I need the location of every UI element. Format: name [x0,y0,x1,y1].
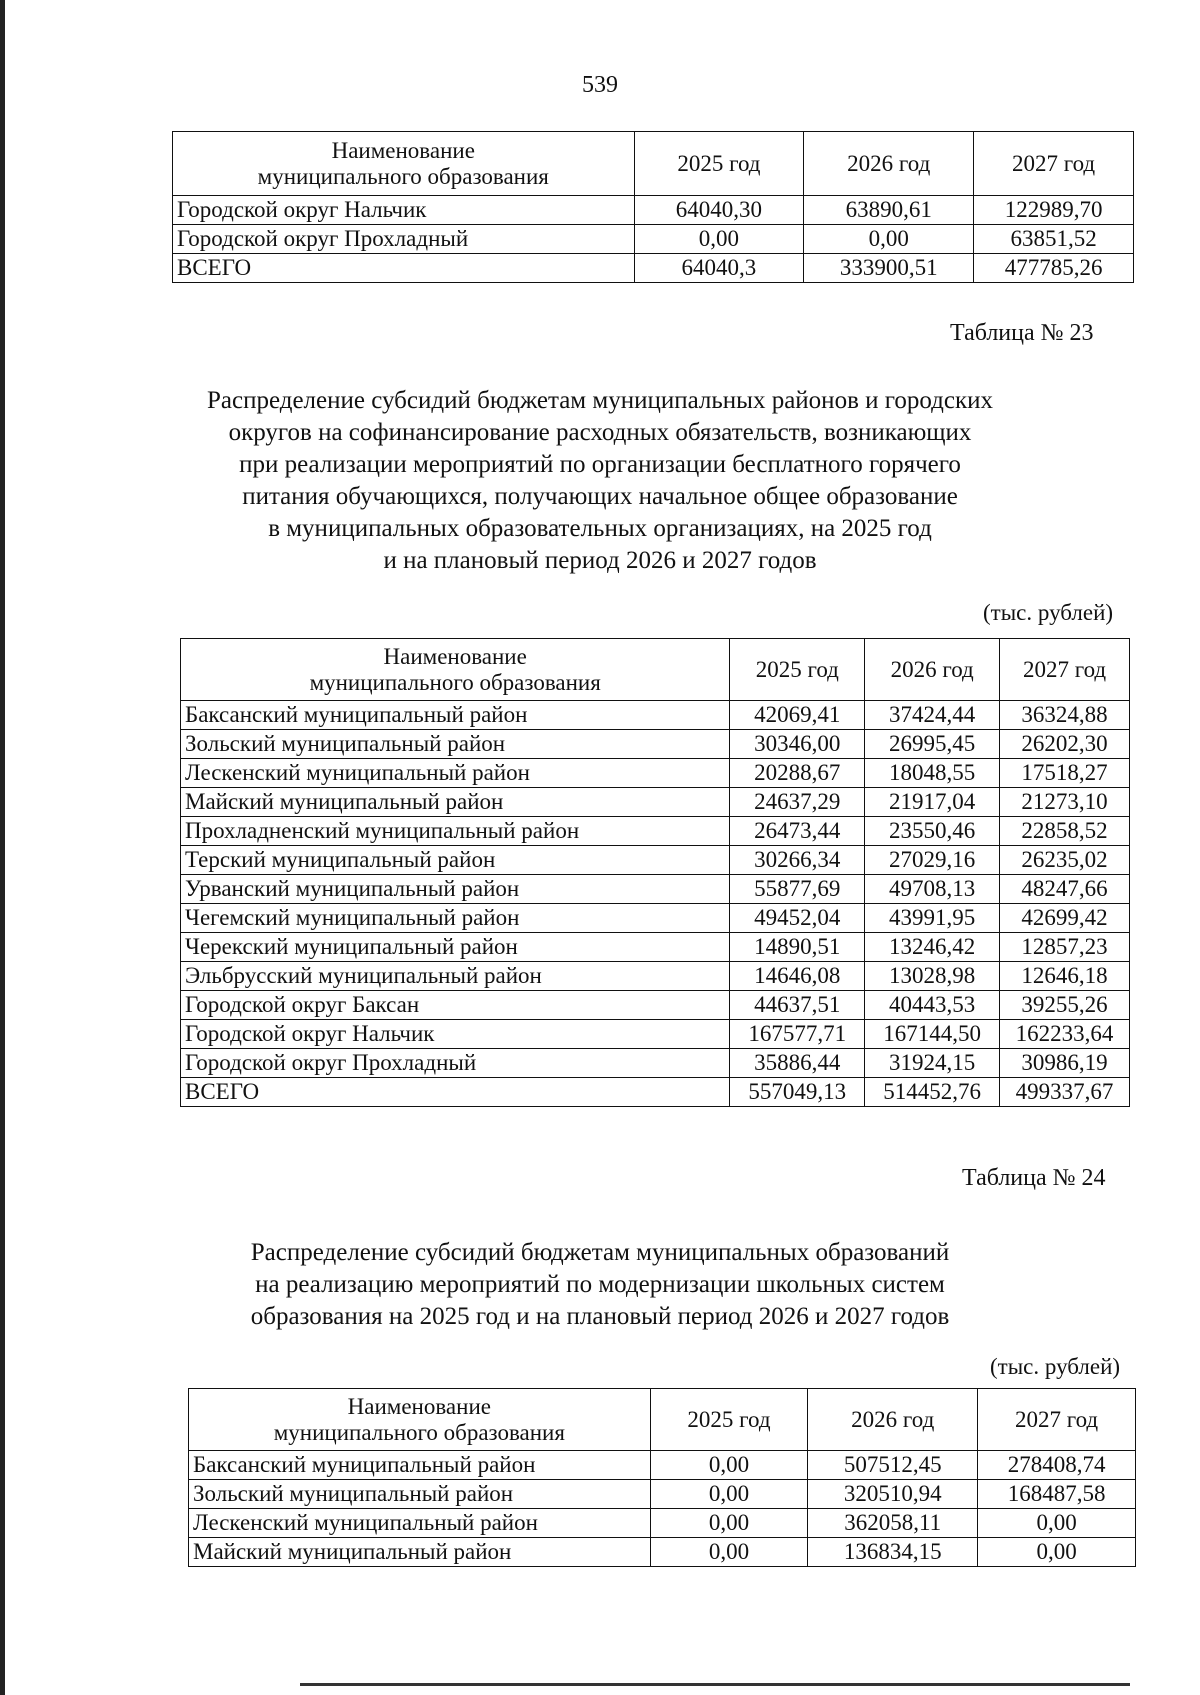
table24-title [130,1237,1070,1333]
table-row [181,962,1130,991]
title-line: Распределение субсидий бюджетам муниципальных районов и городских [207,387,993,414]
page-number: 539 [582,72,618,98]
header-2026: 2026 год [804,132,974,196]
title-line: в муниципальных образовательных организациях, на 2025 год [268,515,932,542]
row-name: Лескенский муниципальный район [189,1509,651,1538]
row-name: Терский муниципальный район [181,846,730,875]
row-name: ВСЕГО [181,1078,730,1107]
table-24 [188,1388,1136,1567]
table23-unit: (тыс. рублей) [983,600,1114,625]
row-name: Баксанский муниципальный район [181,701,730,730]
value-2027: 499337,67 [1000,1078,1130,1107]
value-2025: 35886,44 [730,1049,865,1078]
value-2026: 21917,04 [865,788,1000,817]
table23-body [181,701,1130,1107]
title-line: и на плановый период 2026 и 2027 годов [383,547,817,574]
header-name [173,132,635,196]
value-2027: 21273,10 [1000,788,1130,817]
table-row [189,1451,1136,1480]
value-2027: 36324,88 [1000,701,1130,730]
value-2027: 48247,66 [1000,875,1130,904]
value-2025: 14890,51 [730,933,865,962]
header-name-line2: муниципального образования [309,669,601,695]
table-row [181,846,1130,875]
value-2025: 49452,04 [730,904,865,933]
table-prev-body [173,196,1134,283]
value-2026: 320510,94 [808,1480,978,1509]
row-name: Городской округ Нальчик [181,1020,730,1049]
title-line: образования на 2025 год и на плановый период 2026 и 2027 годов [250,1303,950,1330]
header-2026: 2026 год [808,1389,978,1451]
table-row [173,196,1134,225]
value-2027: 122989,70 [974,196,1134,225]
row-name: Лескенский муниципальный район [181,759,730,788]
title-line: Распределение субсидий бюджетам муниципальных образований [250,1239,950,1266]
header-2026: 2026 год [865,639,1000,701]
row-name: Баксанский муниципальный район [189,1451,651,1480]
value-2027: 26202,30 [1000,730,1130,759]
value-2026: 49708,13 [865,875,1000,904]
table-header-row [173,132,1134,196]
row-name: Майский муниципальный район [181,788,730,817]
title-line: на реализацию мероприятий по модернизации школьных систем [255,1271,945,1298]
row-name: Городской округ Прохладный [181,1049,730,1078]
table23-title [130,385,1070,577]
table-row [181,1020,1130,1049]
value-2026: 333900,51 [804,254,974,283]
title-line: округов на софинансирование расходных обязательств, возникающих [228,419,972,446]
value-2026: 167144,50 [865,1020,1000,1049]
value-2025: 55877,69 [730,875,865,904]
table-row [173,225,1134,254]
value-2025: 30346,00 [730,730,865,759]
value-2025: 64040,30 [634,196,804,225]
value-2027: 30986,19 [1000,1049,1130,1078]
value-2025: 0,00 [650,1538,808,1567]
value-2025: 14646,08 [730,962,865,991]
header-name-line2: муниципального образования [257,163,549,189]
value-2025: 0,00 [650,1480,808,1509]
table-row [181,759,1130,788]
header-2027: 2027 год [978,1389,1136,1451]
table24-label: Таблица № 24 [962,1165,1106,1191]
table-row [189,1509,1136,1538]
header-2025: 2025 год [634,132,804,196]
value-2027: 17518,27 [1000,759,1130,788]
value-2025: 30266,34 [730,846,865,875]
row-name: Майский муниципальный район [189,1538,651,1567]
value-2027: 0,00 [978,1538,1136,1567]
header-name-line1: Наименование [331,137,475,163]
value-2027: 12857,23 [1000,933,1130,962]
header-2027: 2027 год [1000,639,1130,701]
value-2027: 42699,42 [1000,904,1130,933]
row-name: Урванский муниципальный район [181,875,730,904]
value-2027: 477785,26 [974,254,1134,283]
value-2027: 26235,02 [1000,846,1130,875]
value-2026: 514452,76 [865,1078,1000,1107]
table-row [181,1049,1130,1078]
value-2026: 0,00 [804,225,974,254]
value-2025: 167577,71 [730,1020,865,1049]
row-name: Прохладненский муниципальный район [181,817,730,846]
value-2027: 162233,64 [1000,1020,1130,1049]
value-2026: 26995,45 [865,730,1000,759]
table-23 [180,638,1130,1107]
header-name [189,1389,651,1451]
value-2026: 13028,98 [865,962,1000,991]
value-2026: 37424,44 [865,701,1000,730]
value-2025: 557049,13 [730,1078,865,1107]
header-name-line1: Наименование [347,1393,491,1419]
value-2025: 64040,3 [634,254,804,283]
table-row [181,904,1130,933]
header-2025: 2025 год [650,1389,808,1451]
value-2026: 63890,61 [804,196,974,225]
header-2025: 2025 год [730,639,865,701]
scan-left-border [0,0,5,1695]
value-2026: 507512,45 [808,1451,978,1480]
value-2027: 12646,18 [1000,962,1130,991]
row-name: Черекский муниципальный район [181,933,730,962]
row-name: Эльбрусский муниципальный район [181,962,730,991]
value-2025: 0,00 [650,1509,808,1538]
value-2026: 18048,55 [865,759,1000,788]
value-2026: 27029,16 [865,846,1000,875]
value-2027: 22858,52 [1000,817,1130,846]
table24-unit: (тыс. рублей) [990,1354,1121,1379]
value-2025: 44637,51 [730,991,865,1020]
value-2027: 278408,74 [978,1451,1136,1480]
row-name: ВСЕГО [173,254,635,283]
table24-body [189,1451,1136,1567]
row-name: Городской округ Нальчик [173,196,635,225]
table-row [181,730,1130,759]
table-row [181,933,1130,962]
table-prev [172,131,1134,283]
value-2025: 0,00 [634,225,804,254]
value-2025: 24637,29 [730,788,865,817]
table-row [181,991,1130,1020]
table-header-row [181,639,1130,701]
table-row [181,788,1130,817]
value-2026: 362058,11 [808,1509,978,1538]
table23-label: Таблица № 23 [950,320,1094,346]
table-row [189,1538,1136,1567]
table-row [181,817,1130,846]
value-2026: 31924,15 [865,1049,1000,1078]
value-2025: 42069,41 [730,701,865,730]
header-name [181,639,730,701]
row-name: Городской округ Прохладный [173,225,635,254]
row-name: Зольский муниципальный район [181,730,730,759]
value-2026: 13246,42 [865,933,1000,962]
value-2025: 0,00 [650,1451,808,1480]
scan-bottom-rule [300,1683,1130,1686]
row-name: Зольский муниципальный район [189,1480,651,1509]
value-2025: 20288,67 [730,759,865,788]
value-2027: 0,00 [978,1509,1136,1538]
value-2027: 168487,58 [978,1480,1136,1509]
value-2026: 40443,53 [865,991,1000,1020]
value-2026: 23550,46 [865,817,1000,846]
title-line: питания обучающихся, получающих начальное общее образование [242,483,958,510]
row-name: Чегемский муниципальный район [181,904,730,933]
row-name: Городской округ Баксан [181,991,730,1020]
table-total-row [173,254,1134,283]
title-line: при реализации мероприятий по организации бесплатного горячего [239,451,961,478]
table-total-row [181,1078,1130,1107]
header-name-line2: муниципального образования [273,1419,565,1445]
value-2025: 26473,44 [730,817,865,846]
table-row [189,1480,1136,1509]
value-2026: 43991,95 [865,904,1000,933]
header-2027: 2027 год [974,132,1134,196]
table-row [181,701,1130,730]
header-name-line1: Наименование [383,643,527,669]
value-2027: 63851,52 [974,225,1134,254]
value-2027: 39255,26 [1000,991,1130,1020]
value-2026: 136834,15 [808,1538,978,1567]
table-row [181,875,1130,904]
table-header-row [189,1389,1136,1451]
